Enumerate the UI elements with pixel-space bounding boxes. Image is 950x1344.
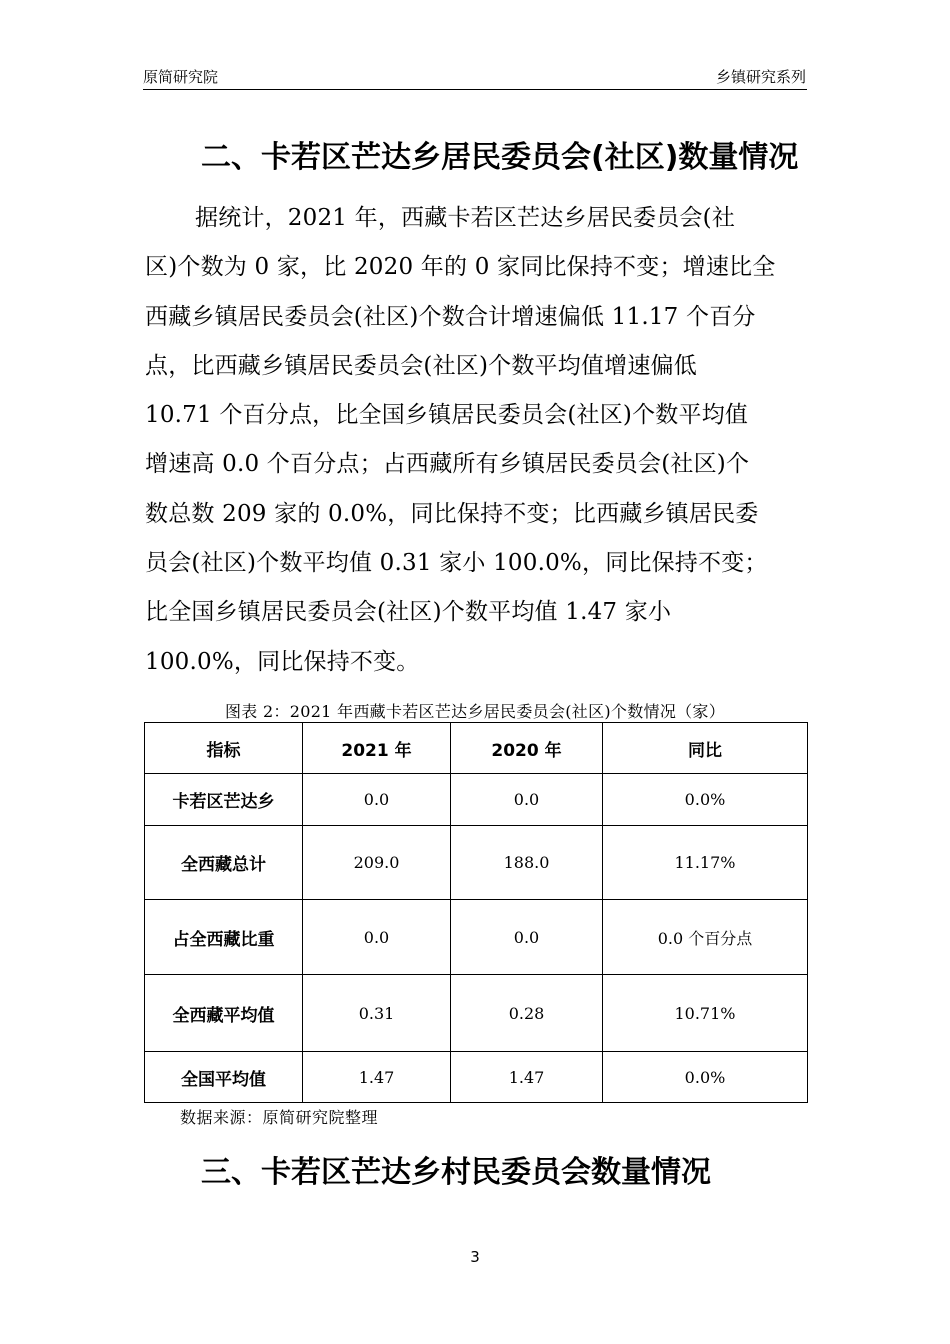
table-row	[145, 774, 808, 826]
table-cell: 0.0 个百分点	[603, 900, 808, 975]
table-row	[145, 975, 808, 1052]
data-table	[144, 722, 808, 1103]
table-row	[145, 826, 808, 900]
table-cell: 0.0	[451, 774, 603, 826]
paragraph-line: 区)个数为 0 家，比 2020 年的 0 家同比保持不变；增速比全	[145, 254, 776, 281]
page-number: 3	[470, 1248, 480, 1266]
table-cell: 0.0	[451, 900, 603, 975]
table-cell: 1.47	[451, 1052, 603, 1103]
table-cell: 0.0%	[603, 774, 808, 826]
table-source-note: 数据来源：原简研究院整理	[180, 1108, 379, 1127]
paragraph-line: 100.0%，同比保持不变。	[145, 648, 420, 675]
paragraph-line: 数总数 209 家的 0.0%，同比保持不变；比西藏乡镇居民委	[145, 500, 759, 527]
table-cell: 1.47	[303, 1052, 451, 1103]
section-2-paragraph	[145, 194, 807, 687]
table-row-label: 占全西藏比重	[145, 900, 303, 975]
header-divider	[143, 89, 807, 90]
table-row-label: 全西藏平均值	[145, 975, 303, 1052]
table-cell: 188.0	[451, 826, 603, 900]
paragraph-line: 西藏乡镇居民委员会(社区)个数合计增速偏低 11.17 个百分	[145, 303, 756, 330]
table-cell: 0.0%	[603, 1052, 808, 1103]
table-cell: 0.0	[303, 900, 451, 975]
table-row-label: 全国平均值	[145, 1052, 303, 1103]
table-caption: 图表 2：2021 年西藏卡若区芒达乡居民委员会(社区)个数情况（家）	[224, 702, 726, 721]
table-cell: 11.17%	[603, 826, 808, 900]
table-row	[145, 1052, 808, 1103]
paragraph-line: 点，比西藏乡镇居民委员会(社区)个数平均值增速偏低	[145, 352, 697, 379]
section-2-heading: 二、卡若区芒达乡居民委员会(社区)数量情况	[201, 140, 799, 175]
header-left-text: 原简研究院	[143, 68, 219, 86]
table-header-cell: 同比	[603, 723, 808, 774]
section-3-heading: 三、卡若区芒达乡村民委员会数量情况	[201, 1155, 711, 1190]
table-header-cell: 2021 年	[303, 723, 451, 774]
paragraph-line: 员会(社区)个数平均值 0.31 家小 100.0%，同比保持不变；	[145, 550, 768, 577]
table-header-cell: 指标	[145, 723, 303, 774]
table-header-cell: 2020 年	[451, 723, 603, 774]
table-row-label: 卡若区芒达乡	[145, 774, 303, 826]
paragraph-line: 据统计，2021 年，西藏卡若区芒达乡居民委员会(社	[195, 205, 736, 231]
paragraph-line: 10.71 个百分点，比全国乡镇居民委员会(社区)个数平均值	[145, 402, 749, 429]
table-cell: 10.71%	[603, 975, 808, 1052]
table-cell: 0.31	[303, 975, 451, 1052]
table-cell: 0.0	[303, 774, 451, 826]
paragraph-line: 比全国乡镇居民委员会(社区)个数平均值 1.47 家小	[145, 599, 672, 626]
table-cell: 209.0	[303, 826, 451, 900]
table-cell: 0.28	[451, 975, 603, 1052]
table-header-row	[145, 723, 808, 774]
paragraph-line: 增速高 0.0 个百分点；占西藏所有乡镇居民委员会(社区)个	[145, 451, 750, 478]
table-row	[145, 900, 808, 975]
table-row-label: 全西藏总计	[145, 826, 303, 900]
header-right-text: 乡镇研究系列	[715, 68, 806, 86]
